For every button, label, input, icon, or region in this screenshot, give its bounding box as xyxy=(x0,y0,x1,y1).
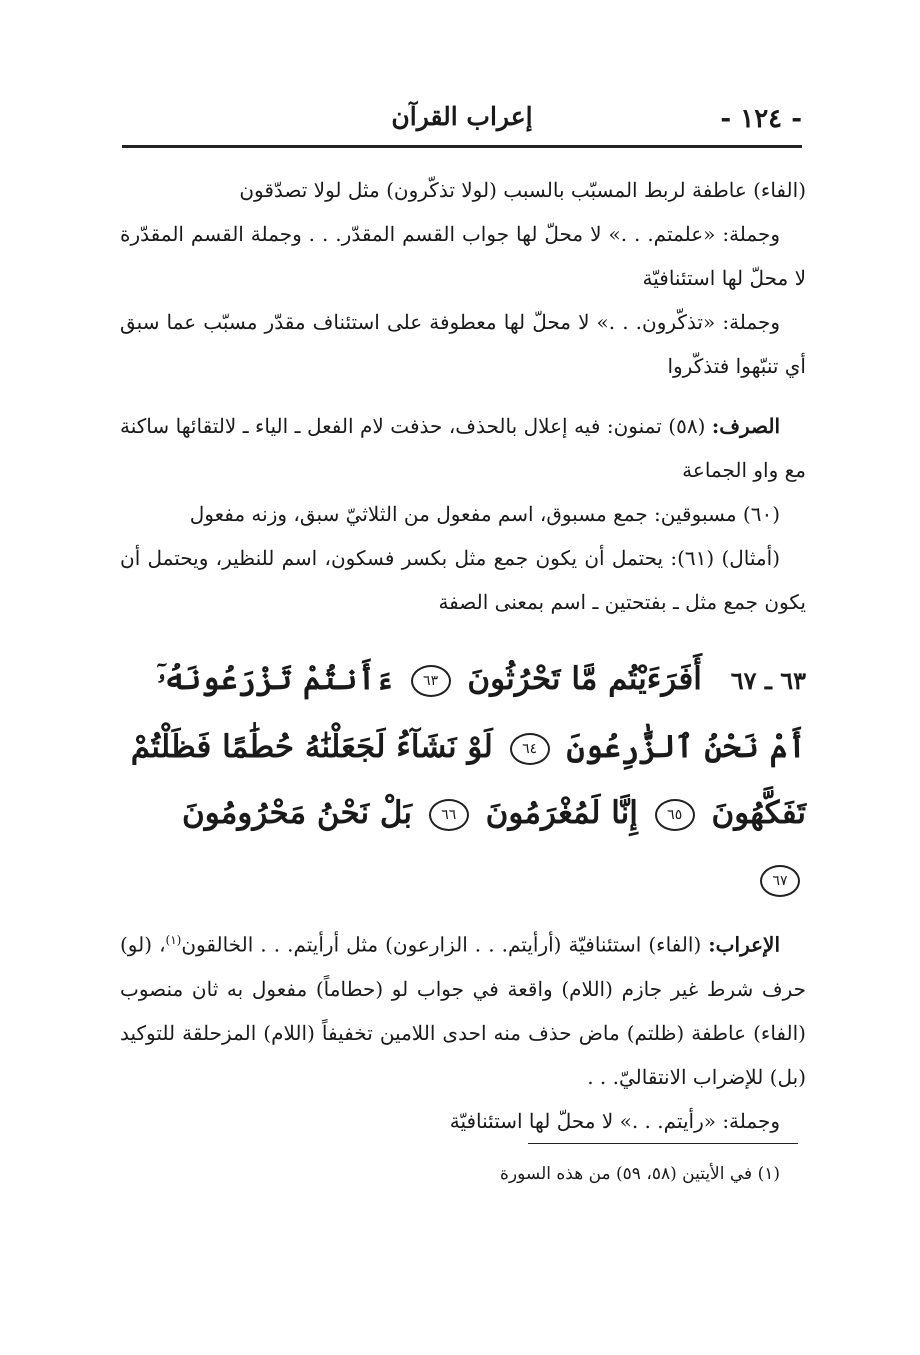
morphology-paragraph-1 xyxy=(120,404,806,492)
footnote-ref[interactable]: (١) xyxy=(165,933,182,947)
irab-paragraph-1 xyxy=(120,918,806,1099)
irab-text-1-cont: ، (لو) حرف شرط غير جازم (اللام) واقعة في جواب لو (حطاماً) مفعول به ثان منصوب (الفاء) عاطفة (ظلتم) ماض حذف منه احدى اللامين تخفيفاً (اللام) المزحلقة للتوكيد (بل) للإضراب الانتقاليّ. . . xyxy=(120,932,806,1089)
morphology-paragraph-3: (أمثال) (٦١): يحتمل أن يكون جمع مثل بكسر فسكون، اسم للنظير، ويحتمل أن يكون جمع مثل ـ بفتحتين ـ اسم بمعنى الصفة xyxy=(120,546,806,614)
irab-paragraph-2: وجملة: «رأيتم. . .» لا محلّ لها استئنافيّة xyxy=(449,1108,780,1133)
header-rule xyxy=(122,145,802,148)
morphology-paragraph-2: (٦٠) مسبوقين: جمع مسبوق، اسم مفعول من الثلاثيّ سبق، وزنه مفعول xyxy=(189,502,780,526)
morphology-text-1: (٥٨) تمنون: فيه إعلال بالحذف، حذفت لام الفعل ـ الياء ـ لالتقائها ساكنة مع واو الجماعة xyxy=(120,414,806,482)
ayah-marker-65: ٦٥ xyxy=(655,799,695,831)
ayah-marker-66: ٦٦ xyxy=(429,799,469,831)
grammar-line-1: (الفاء) عاطفة لربط المسبّب بالسبب (لولا تذكّرون) مثل لولا تصدّقون xyxy=(239,178,806,202)
verse-range: ٦٣ ـ ٦٧ xyxy=(730,666,806,695)
verse-63: أَفَرَءَيْتُم مَّا تَحْرُثُونَ xyxy=(467,661,702,697)
irab-label: الإعراب: xyxy=(708,932,780,957)
ayah-marker-67: ٦٧ xyxy=(760,865,800,897)
footnote: (١) في الأيتين (٥٨، ٥٩) من هذه السورة xyxy=(500,1164,780,1184)
verse-65: لَوْ نَشَآءُ لَجَعَلْنَٰهُ حُطَٰمًا فَظَلْتُمْ تَفَكَّهُونَ xyxy=(130,729,806,831)
irab-text-1: (الفاء) استئنافيّة (أرأيتم. . . الزارعون) مثل أرأيتم. . . الخالقون xyxy=(181,932,702,957)
verse-66: إِنَّا لَمُغْرَمُونَ xyxy=(485,795,638,831)
quran-verses xyxy=(120,646,806,912)
ayah-marker-63: ٦٣ xyxy=(411,665,451,697)
footnote-rule xyxy=(528,1143,798,1144)
page-body xyxy=(120,168,806,1143)
verse-64: ءَأَنتُمْ تَزْرَعُونَهُۥٓ أَمْ نَحْنُ ٱلزَّٰرِعُونَ xyxy=(157,661,806,765)
morphology-label: الصرف: xyxy=(711,414,781,438)
ayah-marker-64: ٦٤ xyxy=(510,733,550,765)
grammar-line-3: وجملة: «تذكّرون. . .» لا محلّ لها معطوفة على استئناف مقدّر مسبّب عما سبق أي تنبّهوا فتذكّروا xyxy=(120,310,806,378)
page-number: - ١٢٤ - xyxy=(720,104,802,134)
running-title: إعراب القرآن xyxy=(391,102,533,131)
grammar-line-2: وجملة: «علمتم. . .» لا محلّ لها جواب القسم المقدّر. . . وجملة القسم المقدّرة لا محلّ لها استئنافيّة xyxy=(120,222,806,290)
page-header xyxy=(122,96,802,148)
verse-67: بَلْ نَحْنُ مَحْرُومُونَ xyxy=(182,795,413,831)
